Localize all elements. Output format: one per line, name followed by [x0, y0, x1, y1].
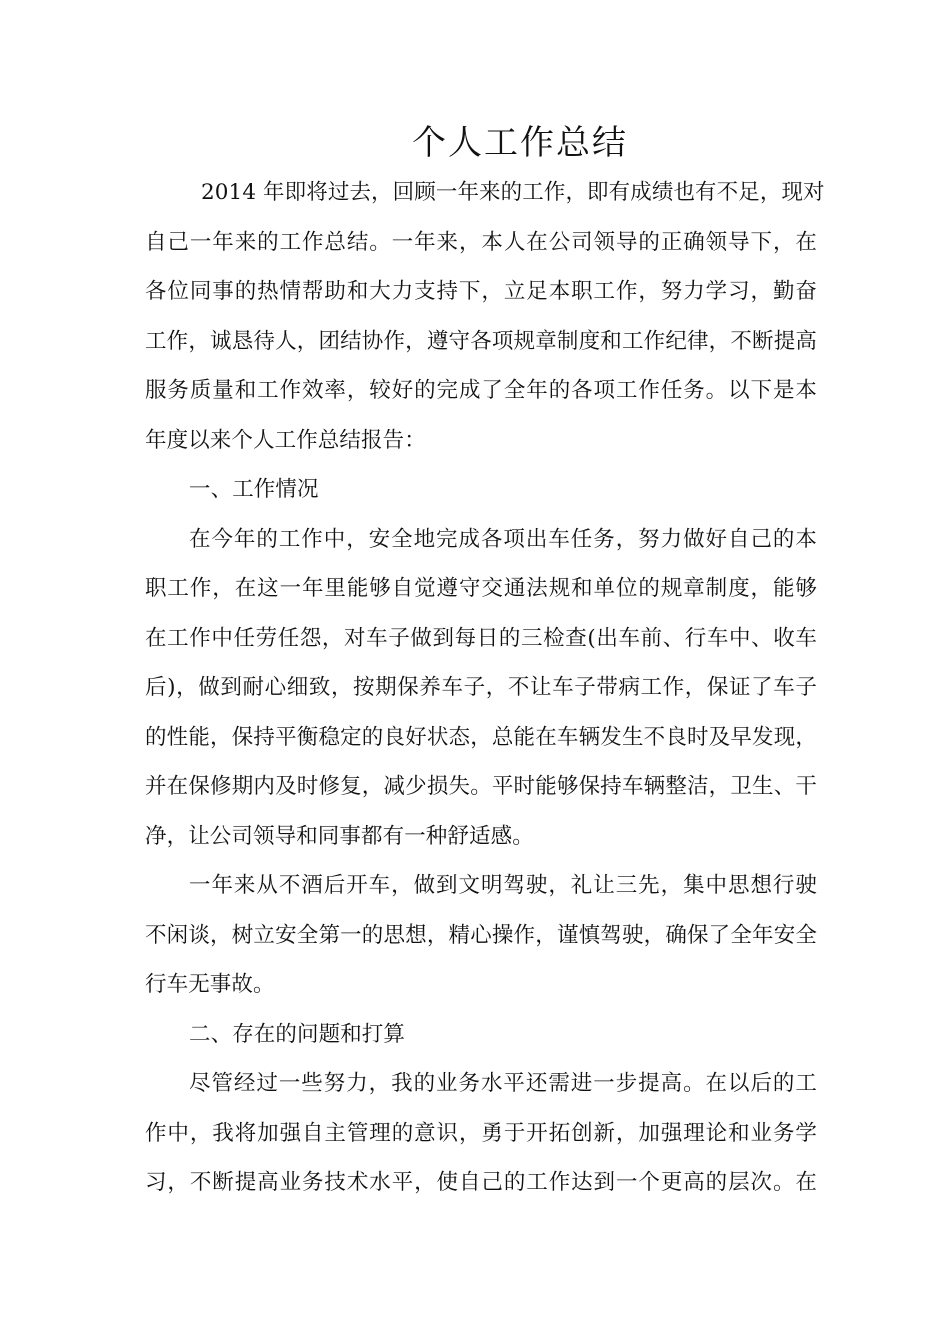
paragraph-line: 并在保修期内及时修复，减少损失。平时能够保持车辆整洁，卫生、干: [145, 774, 817, 799]
paragraph-line: 行车无事故。: [145, 972, 275, 997]
paragraph-line: 工作，诚恳待人，团结协作，遵守各项规章制度和工作纪律，不断提高: [145, 328, 817, 354]
paragraph-line: 自己一年来的工作总结。一年来，本人在公司领导的正确领导下，在: [145, 229, 817, 255]
paragraph-line: 各位同事的热情帮助和大力支持下，立足本职工作，努力学习，勤奋: [145, 279, 817, 304]
paragraph-line: 2014 年即将过去，回顾一年来的工作，即有成绩也有不足，现对: [201, 180, 825, 205]
paragraph-line: 服务质量和工作效率，较好的完成了全年的各项工作任务。以下是本: [145, 378, 817, 403]
paragraph-line: 不闲谈，树立安全第一的思想，精心操作，谨慎驾驶，确保了全年安全: [145, 922, 817, 948]
section-heading-work: 一、工作情况: [189, 477, 319, 502]
document-body: [145, 168, 825, 1208]
document-title: 个人工作总结: [412, 123, 628, 163]
paragraph-line: 净，让公司领导和同事都有一种舒适感。: [145, 823, 534, 849]
paragraph-line: 的性能，保持平衡稳定的良好状态，总能在车辆发生不良时及早发现，: [145, 724, 817, 750]
paragraph-line: 职工作，在这一年里能够自觉遵守交通法规和单位的规章制度，能够: [145, 576, 817, 601]
paragraph-line: 年度以来个人工作总结报告：: [145, 427, 426, 453]
paragraph-line: 一年来从不酒后开车，做到文明驾驶，礼让三先，集中思想行驶: [189, 873, 817, 898]
paragraph-line: 后)，做到耐心细致，按期保养车子，不让车子带病工作，保证了车子: [145, 675, 817, 700]
paragraph-line: 在今年的工作中，安全地完成各项出车任务，努力做好自己的本: [189, 526, 817, 552]
paragraph-line: 习，不断提高业务技术水平，使自己的工作达到一个更高的层次。在: [145, 1170, 817, 1195]
paragraph-line: 在工作中任劳任怨，对车子做到每日的三检查(出车前、行车中、收车: [145, 625, 817, 651]
paragraph-line: 尽管经过一些努力，我的业务水平还需进一步提高。在以后的工: [189, 1071, 817, 1096]
paragraph-line: 作中，我将加强自主管理的意识，勇于开拓创新，加强理论和业务学: [145, 1120, 817, 1146]
section-heading-issues: 二、存在的问题和打算: [189, 1021, 406, 1047]
